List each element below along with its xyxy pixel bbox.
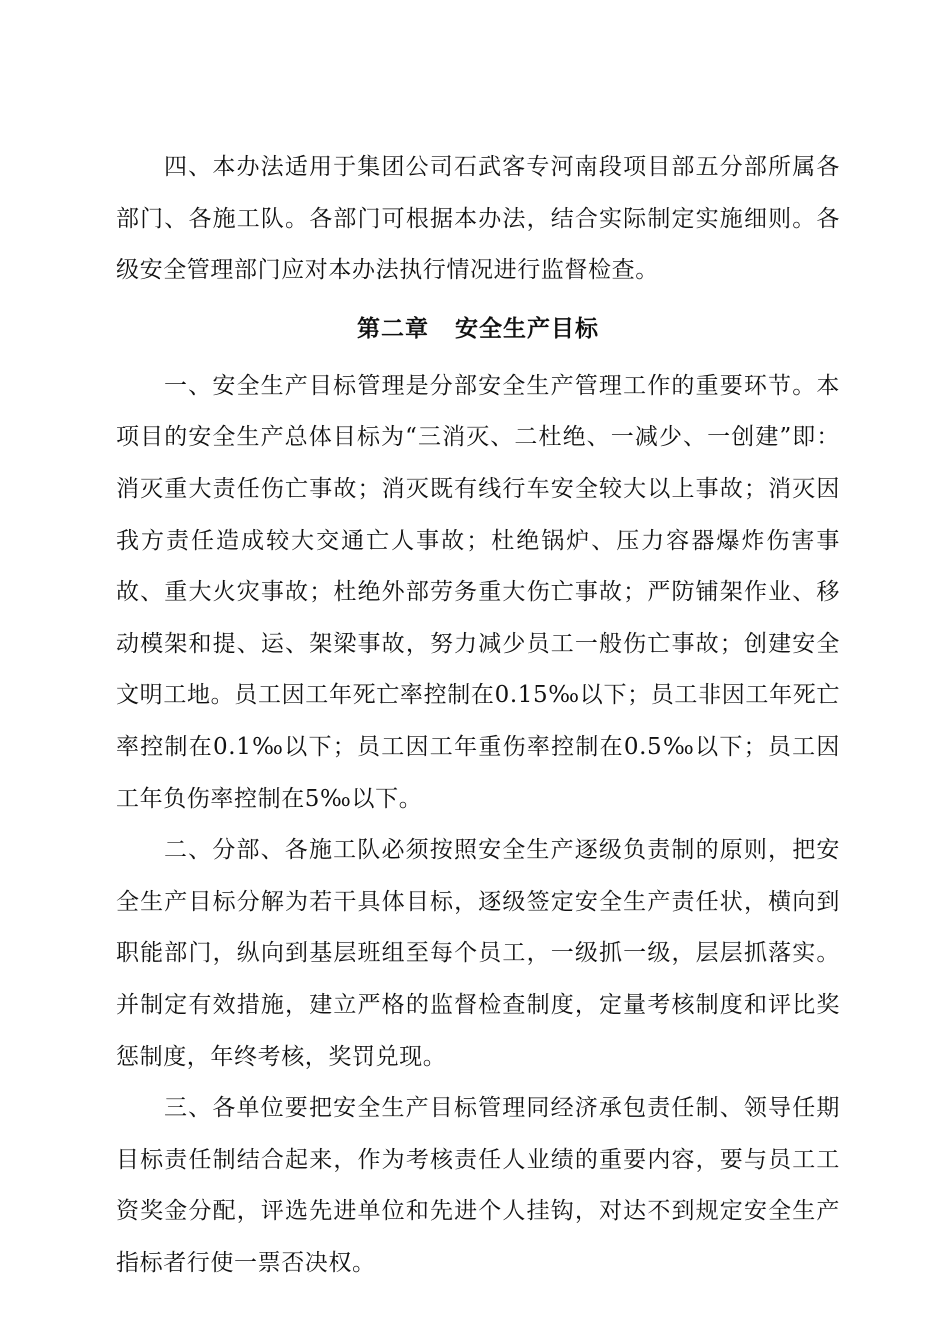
chapter-heading xyxy=(116,297,840,361)
paragraph-responsibility: 二、分部、各施工队必须按照安全生产逐级负责制的原则，把安全生产目标分解为若干具体目标，逐级签定安全生产责任状，横向到职能部门，纵向到基层班组至每个员工，一级抓一级，层层抓落实。并制定有效措施，建立严格的监督检查制度，定量考核制度和评比奖惩制度，年终考核，奖罚兑现。 xyxy=(116,837,840,1070)
paragraph-scope: 四、本办法适用于集团公司石武客专河南段项目部五分部所属各部门、各施工队。各部门可根据本办法，结合实际制定实施细则。各级安全管理部门应对本办法执行情况进行监督检查。 xyxy=(116,154,840,284)
paragraph-goals: 一、安全生产目标管理是分部安全生产管理工作的重要环节。本项目的安全生产总体目标为“三消灭、二杜绝、一减少、一创建”即：消灭重大责任伤亡事故；消灭既有线行车安全较大以上事故；消灭因我方责任造成较大交通亡人事故；杜绝锅炉、压力容器爆炸伤害事故、重大火灾事故；杜绝外部劳务重大伤亡事故；严防铺架作业、移动模架和提、运、架梁事故，努力减少员工一般伤亡事故；创建安全文明工地。员工因工年死亡率控制在0.15‰以下；员工非因工年死亡率控制在0.1‰以下；员工因工年重伤率控制在0.5‰以下；员工因工年负伤率控制在5‰以下。 xyxy=(116,372,840,812)
paragraph-assessment: 三、各单位要把安全生产目标管理同经济承包责任制、领导任期目标责任制结合起来，作为考核责任人业绩的重要内容，要与员工工资奖金分配，评选先进单位和先进个人挂钩，对达不到规定安全生产指标者行使一票否决权。 xyxy=(116,1095,840,1276)
document-body xyxy=(116,142,840,1289)
chapter-title: 安全生产目标 xyxy=(455,315,599,342)
chapter-number: 第二章 xyxy=(357,315,429,342)
